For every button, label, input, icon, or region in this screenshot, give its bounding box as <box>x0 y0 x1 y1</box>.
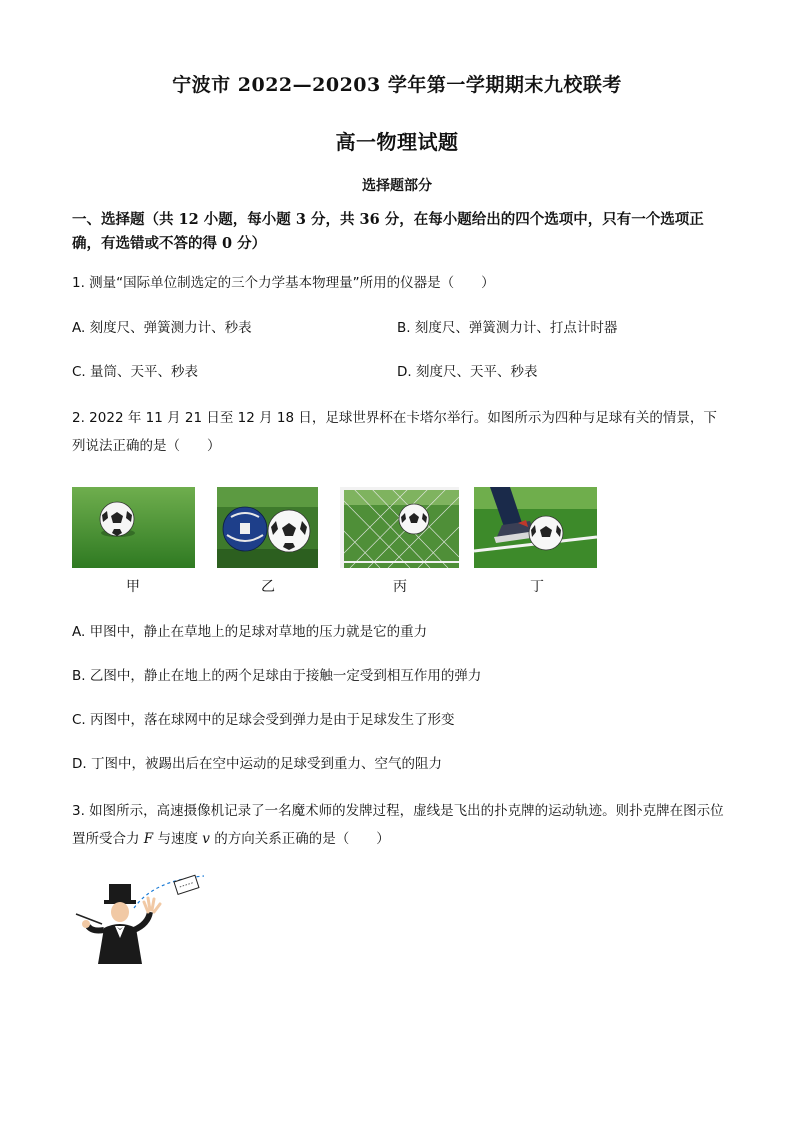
question-3-stem <box>72 797 727 853</box>
photo-jia <box>72 487 195 568</box>
photo-yi <box>217 487 318 568</box>
section-heading: 一、选择题（共 12 小题，每小题 3 分，共 36 分，在每小题给出的四个选项中，只有一个选项正确，有选错或不答的得 0 分） <box>72 211 704 252</box>
question-1-option-b: B. 刻度尺、弹簧测力计、打点计时器 <box>397 320 618 336</box>
exam-title: 宁波市 2022—20203 学年第一学期期末九校联考 <box>172 74 622 96</box>
photo-bing <box>340 487 459 568</box>
question-2-option-d: D. 丁图中，被踢出后在空中运动的足球受到重力、空气的阻力 <box>72 756 442 772</box>
caption-jia: 甲 <box>126 579 140 595</box>
part-label: 选择题部分 <box>362 178 432 194</box>
question-2-option-c: C. 丙图中，落在球网中的足球会受到弹力是由于足球发生了形变 <box>72 712 455 728</box>
question-2-option-b: B. 乙图中，静止在地上的两个足球由于接触一定受到相互作用的弹力 <box>72 668 482 684</box>
question-1-stem: 1. 测量“国际单位制选定的三个力学基本物理量”所用的仪器是（ ） <box>72 275 495 291</box>
caption-yi: 乙 <box>261 579 275 595</box>
question-3-stem-c: 的方向关系正确的是（ ） <box>209 831 390 847</box>
question-1-option-d: D. 刻度尺、天平、秒表 <box>397 364 538 380</box>
magician-figure <box>74 868 214 968</box>
question-1-option-c: C. 量筒、天平、秒表 <box>72 364 199 380</box>
question-1-option-a: A. 刻度尺、弹簧测力计、秒表 <box>72 320 252 336</box>
exam-subtitle: 高一物理试题 <box>335 130 459 154</box>
question-2-option-a: A. 甲图中，静止在草地上的足球对草地的压力就是它的重力 <box>72 624 428 640</box>
caption-bing: 丙 <box>393 579 407 595</box>
photo-ding <box>474 487 597 568</box>
question-2-stem: 2. 2022 年 11 月 21 日至 12 月 18 日，足球世界杯在卡塔尔举行。如图所示为四种与足球有关的情景，下列说法正确的是（ ） <box>72 410 717 454</box>
force-symbol: F <box>143 831 154 847</box>
question-3-stem-a: 3. 如图所示，高速摄像机记录了一名魔术师的发牌过程，虚线是飞出的扑克牌的运动轨迹。则扑克牌在图示位置所受合力 <box>72 803 724 847</box>
velocity-symbol: v <box>202 831 210 847</box>
caption-ding: 丁 <box>530 579 544 595</box>
question-3-stem-b: 与速度 <box>153 831 203 847</box>
